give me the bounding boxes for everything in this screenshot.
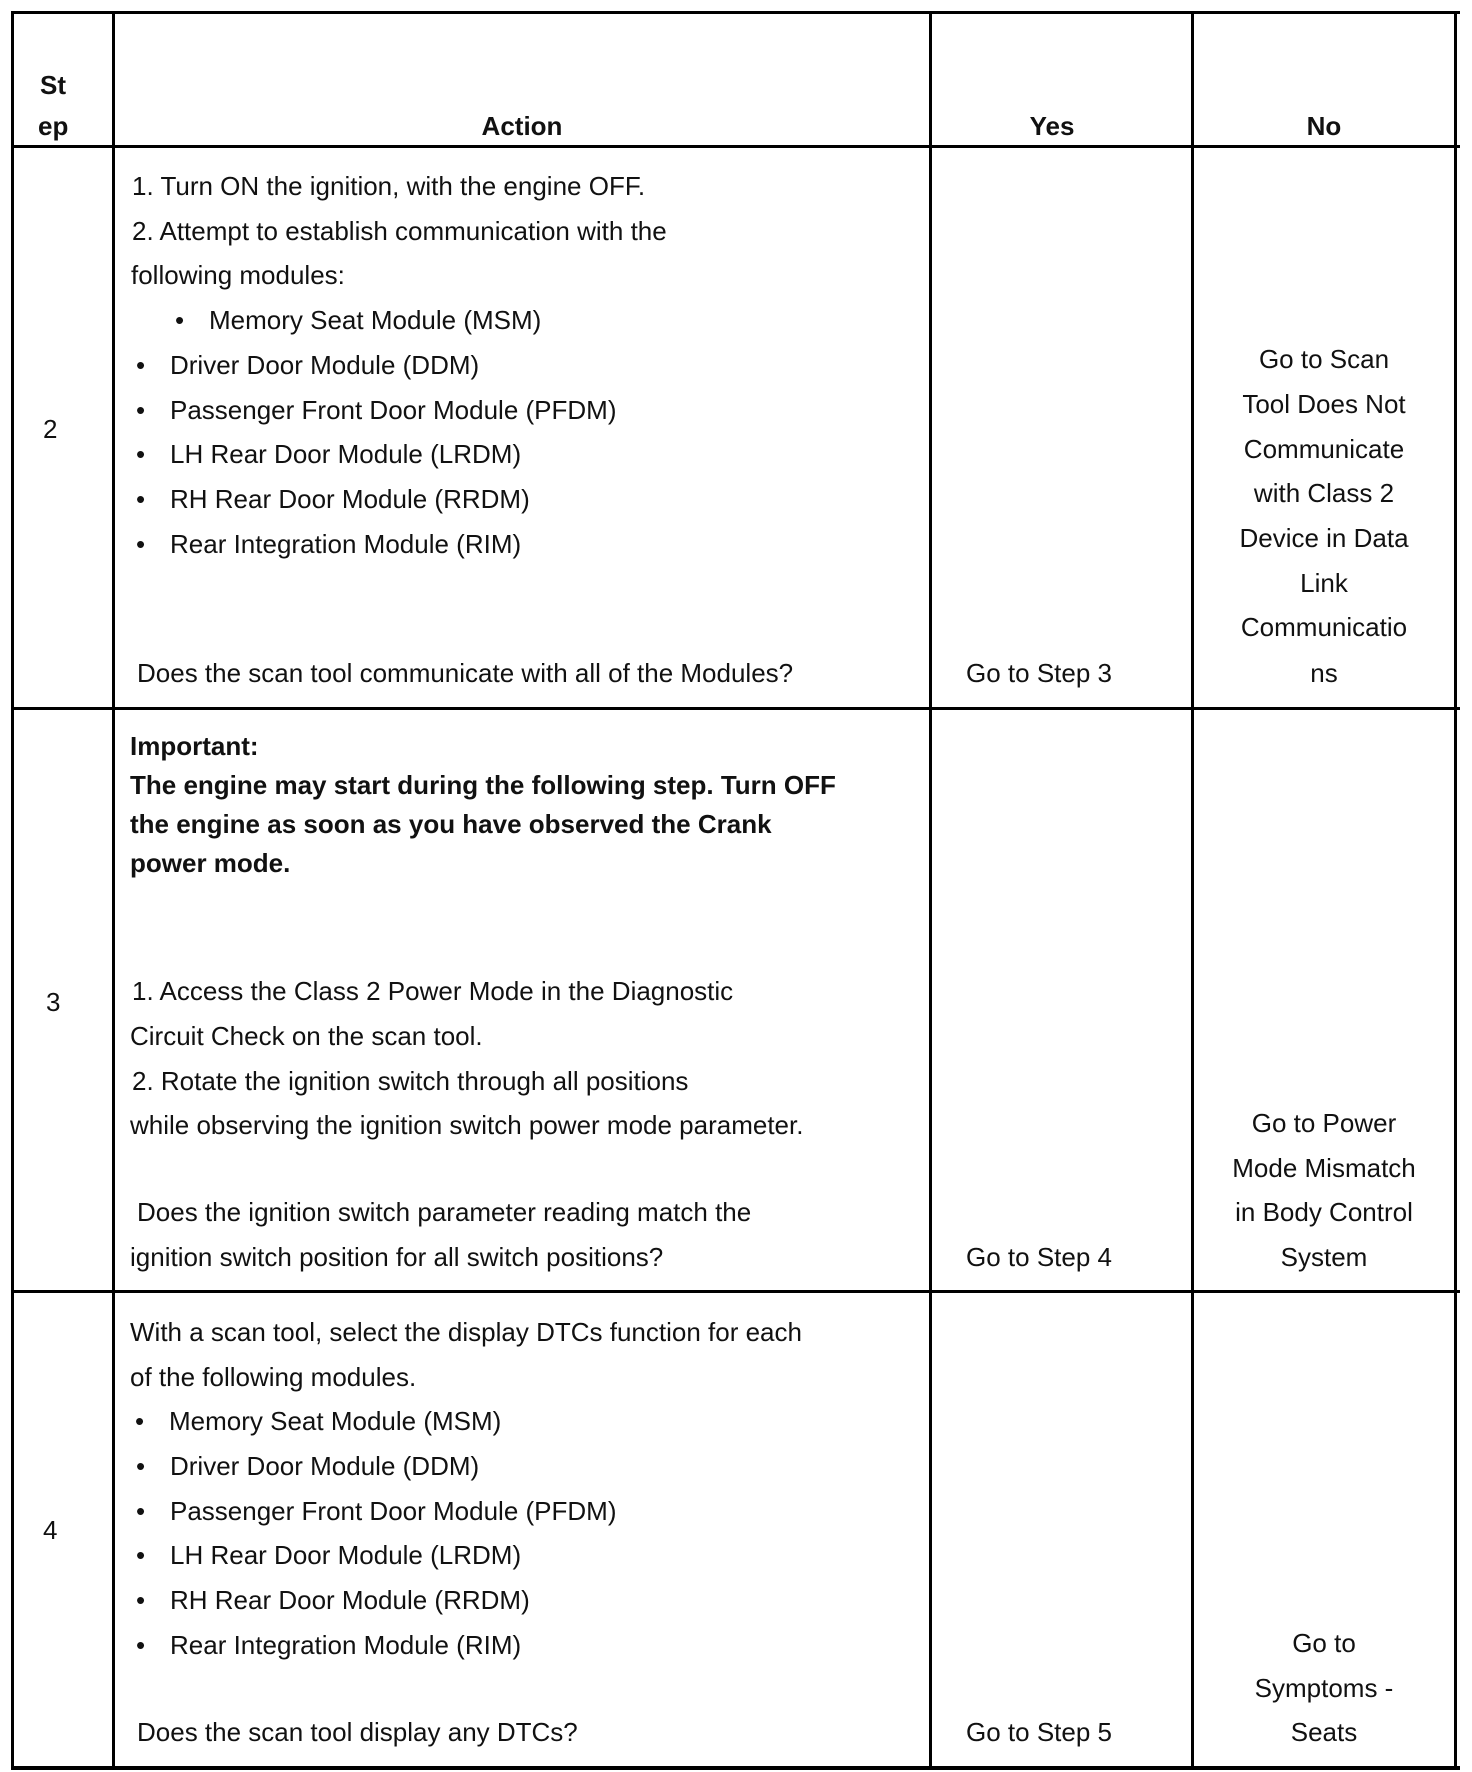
no-result-line: with Class 2 [1253,478,1395,508]
no-result-line: Seats [1290,1717,1358,1747]
yes-result: Go to Step 4 [966,1242,1112,1272]
action-line: 1. Access the Class 2 Power Mode in the Diagnostic [132,976,734,1006]
module-list-item: • Memory Seat Module (MSM) [169,1406,501,1436]
header-step-b: ep [38,111,69,141]
step-number: 3 [46,987,61,1017]
no-result-line: Communicatio [1240,612,1408,642]
no-result-line: in Body Control [1235,1197,1413,1227]
header-divider [11,145,1460,148]
module-list-item: • RH Rear Door Module (RRDM) [170,484,530,514]
column-divider [112,11,115,1770]
module-list-item: • Driver Door Module (DDM) [170,350,479,380]
column-divider [929,11,932,1770]
important-note-line: the engine as soon as you have observed the Crank [130,809,772,839]
module-list-item: • Passenger Front Door Module (PFDM) [170,395,616,425]
important-note-line: power mode. [130,848,291,878]
no-result-line: Communicate [1243,434,1405,464]
table-border-right [1454,11,1457,1770]
header-action: Action [481,111,563,141]
step-number: 4 [43,1515,58,1545]
action-line: With a scan tool, select the display DTCs function for each [130,1317,802,1347]
step-number: 2 [43,414,58,444]
action-line: Circuit Check on the scan tool. [130,1021,483,1051]
header-step-a: St [40,70,66,100]
important-label: Important: [130,731,259,761]
header-no: No [1306,111,1342,141]
module-list-item: • LH Rear Door Module (LRDM) [170,1540,521,1570]
action-line: 2. Rotate the ignition switch through all positions [132,1066,689,1096]
action-question: Does the ignition switch parameter reading match the [137,1197,752,1227]
module-list-item: • Memory Seat Module (MSM) [209,305,541,335]
column-divider [1191,11,1194,1770]
no-result-line: Go to Scan [1258,344,1390,374]
action-line: of the following modules. [130,1362,417,1392]
yes-result: Go to Step 3 [966,658,1112,688]
module-list-item: • Passenger Front Door Module (PFDM) [170,1496,616,1526]
module-list-item: • Rear Integration Module (RIM) [170,529,521,559]
action-question: ignition switch position for all switch positions? [130,1242,664,1272]
action-line: 2. Attempt to establish communication with the [132,216,667,246]
action-question: Does the scan tool display any DTCs? [137,1717,578,1747]
module-list-item: • LH Rear Door Module (LRDM) [170,439,521,469]
no-result-line: Go to Power [1251,1108,1397,1138]
action-question: Does the scan tool communicate with all of the Modules? [137,658,794,688]
no-result-line: Device in Data [1239,523,1409,553]
table-border-top [11,11,1460,14]
action-line: while observing the ignition switch power mode parameter. [130,1110,804,1140]
no-result-line: System [1280,1242,1368,1272]
row-divider [11,1290,1460,1293]
module-list-item: • RH Rear Door Module (RRDM) [170,1585,530,1615]
no-result-line: Link [1300,568,1348,598]
module-list-item: • Rear Integration Module (RIM) [170,1630,521,1660]
row-divider [11,707,1460,710]
no-result-line: ns [1310,658,1338,688]
table-border-bottom [11,1766,1460,1770]
no-result-line: Tool Does Not [1242,389,1406,419]
action-line: following modules: [131,260,345,290]
module-list-item: • Driver Door Module (DDM) [170,1451,479,1481]
no-result-line: Mode Mismatch [1232,1153,1416,1183]
yes-result: Go to Step 5 [966,1717,1112,1747]
table-border-left [11,11,14,1770]
header-yes: Yes [1029,111,1075,141]
important-note-line: The engine may start during the following step. Turn OFF [130,770,836,800]
no-result-line: Symptoms - [1254,1673,1394,1703]
action-line: 1. Turn ON the ignition, with the engine OFF. [132,171,646,201]
no-result-line: Go to [1292,1628,1356,1658]
